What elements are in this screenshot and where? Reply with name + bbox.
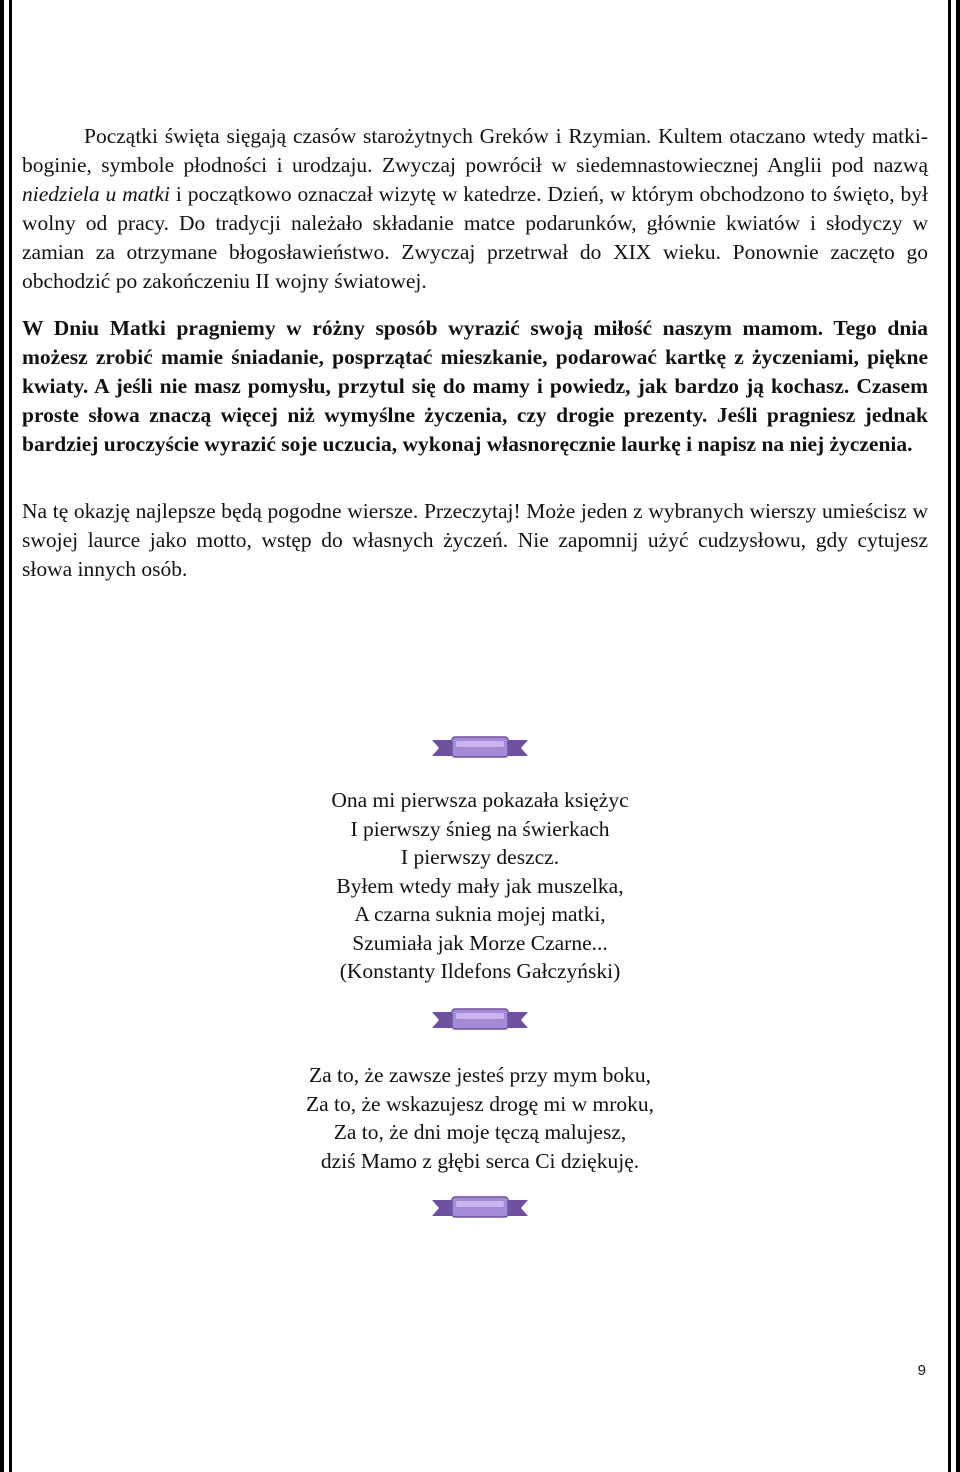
poem-1-line: Byłem wtedy mały jak muszelka,	[336, 873, 624, 898]
poem-2-line: Za to, że zawsze jesteś przy mym boku,	[308, 1063, 652, 1087]
poem-1-line: I pierwszy deszcz.	[400, 845, 560, 869]
poem-2	[0, 1061, 960, 1175]
poem-1-line: Szumiała jak Morze Czarne...	[352, 930, 608, 955]
poem-2-line: dziś Mamo z głębi serca Ci dziękuję.	[320, 1148, 640, 1173]
poem-1-line: I pierwszy śnieg na świerkach	[350, 816, 610, 841]
intro-italic: niedziela u matki	[22, 182, 170, 206]
ribbon-divider-1	[0, 734, 960, 767]
ribbon-divider-3	[0, 1194, 960, 1227]
intro-text-1: Początki święta sięgają czasów starożytnych Greków i Rzymian. Kultem otaczano wtedy matki-boginie, symbole płodności i urodzaju. Zwyczaj powrócił w siedemnastowiecznej Anglii pod nazwą	[22, 124, 928, 177]
poem-1-line: Ona mi pierwsza pokazała księżyc	[331, 788, 629, 812]
poem-1-line: A czarna suknia mojej matki,	[354, 902, 606, 926]
intro-text-2: i początkowo oznaczał wizytę w katedrze. Dzień, w którym obchodzono to święto, był wolny od pracy. Do tradycji należało składanie matce podarunków, głównie kwiatów i słodyczy w zamian za otrzymane błogosławieństwo. Zwyczaj przetrwał do XIX wieku. Ponownie zaczęto go obchodzić po zakończeniu II wojny światowej.	[22, 182, 929, 293]
poem-2-line: Za to, że wskazujesz drogę mi w mroku,	[305, 1091, 655, 1116]
poem-2-line: Za to, że dni moje tęczą malujesz,	[333, 1120, 627, 1144]
poem-1	[0, 786, 960, 986]
ribbon-icon	[430, 1194, 530, 1222]
bold-paragraph: W Dniu Matki pragniemy w różny sposób wyrazić swoją miłość naszym mamom. Tego dnia możesz zrobić mamie śniadanie, posprzątać mieszkanie, podarować kartkę z życzeniami, piękne kwiaty. A jeśli nie masz pomysłu, przytul się do mamy i powiedz, jak bardzo ją kochasz. Czasem proste słowa znaczą więcej niż wymyślne życzenia, czy drogie prezenty. Jeśli pragniesz jednak bardziej uroczyście wyrazić soje uczucia, wykonaj własnoręcznie laurkę i napisz na niej życzenia.	[22, 316, 928, 456]
intro-paragraph	[22, 122, 928, 296]
main-text	[22, 122, 928, 584]
poem-1-author: (Konstanty Ildefons Gałczyński)	[339, 959, 621, 983]
ribbon-icon	[430, 734, 530, 762]
ribbon-divider-2	[0, 1006, 960, 1039]
ribbon-icon	[430, 1006, 530, 1034]
page-number: 9	[917, 1362, 926, 1379]
instruction-paragraph: Na tę okazję najlepsze będą pogodne wiersze. Przeczytaj! Może jeden z wybranych wierszy umieścisz w swojej laurce jako motto, wstęp do własnych życzeń. Nie zapomnij użyć cudzysłowu, gdy cytujesz słowa innych osób.	[22, 499, 928, 581]
